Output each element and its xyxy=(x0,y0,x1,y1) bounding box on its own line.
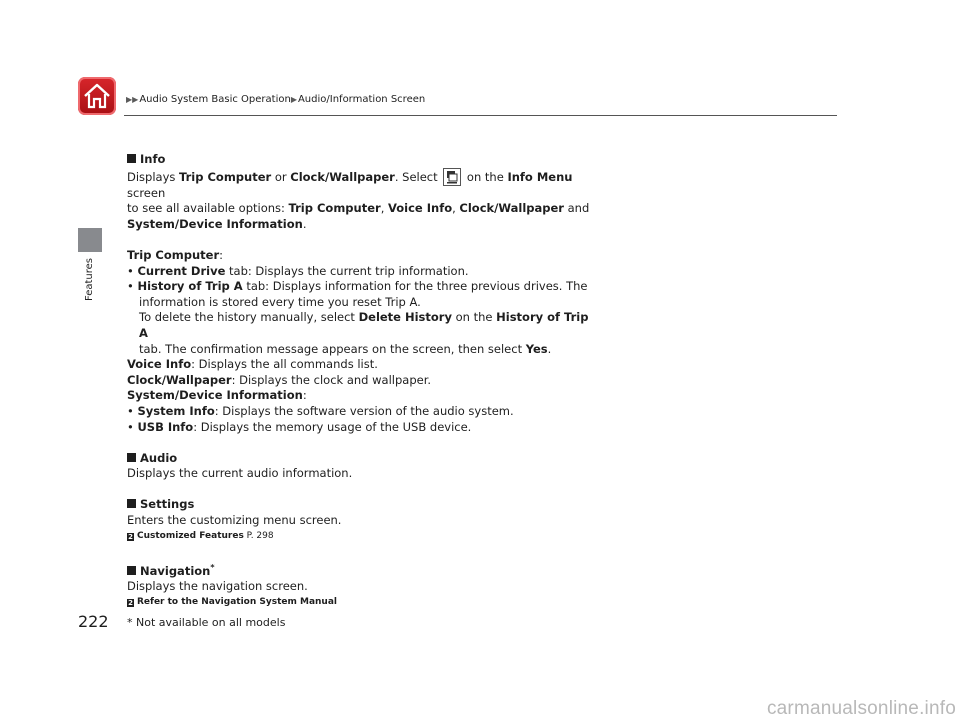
side-tab-label: Features xyxy=(84,258,95,301)
square-bullet-icon xyxy=(127,154,136,163)
reference-arrow-icon: 2 xyxy=(128,598,133,607)
list-item: • Current Drive tab: Displays the current trip information. xyxy=(127,263,469,278)
breadcrumb-item[interactable]: Audio System Basic Operation xyxy=(139,94,291,105)
navigation-text: Displays the navigation screen. xyxy=(127,579,308,594)
section-heading-info: Info xyxy=(127,152,597,168)
cross-reference-link[interactable]: 2 Refer to the Navigation System Manual xyxy=(128,596,337,607)
breadcrumb xyxy=(126,94,425,105)
section-heading-audio: Audio xyxy=(127,451,597,467)
cross-reference-link[interactable]: 2 Customized Features P. 298 xyxy=(128,530,274,541)
system-device-label: System/Device Information: xyxy=(127,388,307,403)
list-item-continuation: information is stored every time you reset Trip A. To delete the history manually, select Delete History on the History of Trip A tab. The confirmation message appears on the screen, then select Yes. xyxy=(139,294,589,356)
trip-computer-label: Trip Computer: xyxy=(127,247,224,262)
list-item: • USB Info: Displays the memory usage of the USB device. xyxy=(127,419,472,434)
clock-wallpaper-line: Clock/Wallpaper: Displays the clock and wallpaper. xyxy=(127,372,432,387)
list-item: • System Info: Displays the software version of the audio system. xyxy=(127,403,514,418)
home-icon xyxy=(83,83,111,109)
settings-text: Enters the customizing menu screen. xyxy=(127,513,342,528)
voice-info-line: Voice Info: Displays the all commands list. xyxy=(127,357,378,372)
breadcrumb-arrow-icon: ▶ xyxy=(290,95,297,104)
list-item: • History of Trip A tab: Displays information for the three previous drives. The xyxy=(127,279,588,294)
info-menu-icon xyxy=(443,168,461,186)
footnote: * Not available on all models xyxy=(127,616,286,629)
header-divider xyxy=(124,115,837,116)
watermark: carmanualsonline.info xyxy=(766,698,956,719)
reference-arrow-icon: 2 xyxy=(128,532,133,541)
info-paragraph: Displays Trip Computer or Clock/Wallpaper. Select on the Info Menu screen to see all available options: Trip Computer, Voice Info, Clock/Wallpaper and System/Device Information. xyxy=(127,169,590,231)
section-heading-settings: Settings xyxy=(127,497,597,513)
side-tab-marker xyxy=(78,228,102,252)
square-bullet-icon xyxy=(127,566,136,575)
audio-text: Displays the current audio information. xyxy=(127,466,353,481)
breadcrumb-arrow-icon: ▶▶ xyxy=(126,95,139,104)
square-bullet-icon xyxy=(127,453,136,462)
section-heading-navigation: Navigation* xyxy=(127,560,597,579)
page-content xyxy=(127,152,597,610)
breadcrumb-item[interactable]: Audio/Information Screen xyxy=(297,94,426,105)
home-button[interactable] xyxy=(78,77,116,115)
page-number: 222 xyxy=(78,612,109,631)
square-bullet-icon xyxy=(127,499,136,508)
